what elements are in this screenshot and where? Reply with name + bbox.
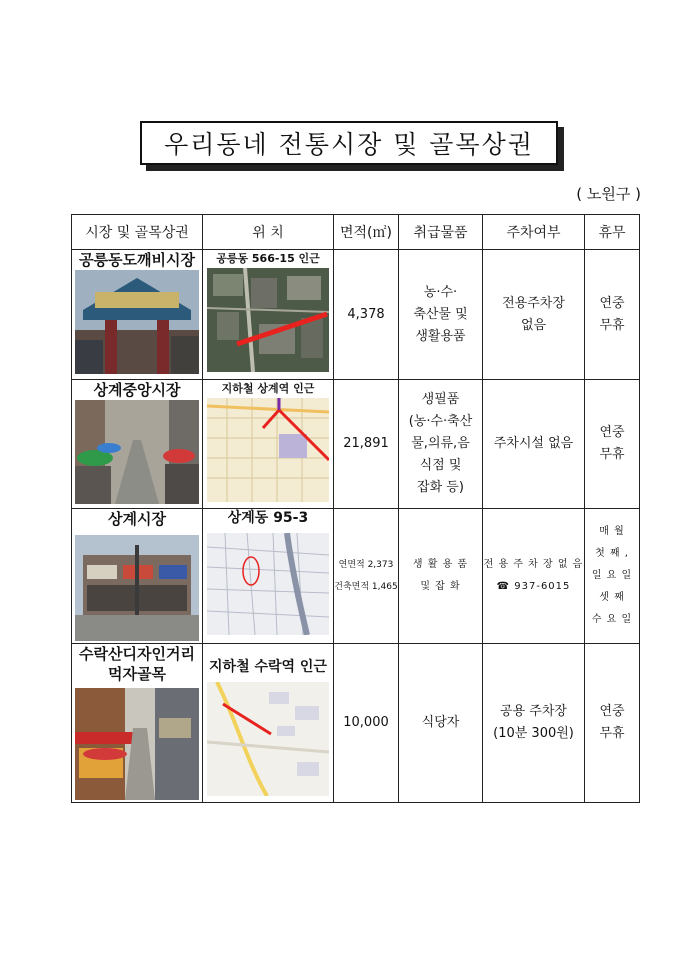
- holiday-line: 일 요 일: [591, 570, 633, 581]
- district-label: ( 노원구 ): [576, 185, 641, 203]
- location-cell: [203, 644, 334, 803]
- area-line: 연면적 2,373: [338, 560, 394, 570]
- goods-line: 물,의류,음: [411, 436, 470, 451]
- table-row: [72, 509, 640, 644]
- goods-line: 생필품: [421, 392, 460, 407]
- market-name: 수락산디자인거리 먹자골목: [79, 645, 195, 683]
- holiday-line: 무휴: [599, 447, 625, 462]
- street-map-image: [207, 398, 329, 502]
- page-title: 우리동네 전통시장 및 골목상권: [140, 121, 558, 165]
- name-cell: [72, 644, 203, 803]
- location-text: 공릉동 566-15 인근: [216, 252, 320, 265]
- location-cell: [203, 380, 334, 509]
- holiday-cell: [585, 250, 640, 380]
- holiday-line: 연중: [599, 425, 625, 440]
- location-text: 지하철 상계역 인근: [221, 382, 315, 395]
- header-parking: 주차여부: [483, 215, 585, 250]
- parking-cell: [483, 509, 585, 644]
- parking-line: 전용주차장: [502, 295, 565, 311]
- goods-line: 식점 및: [419, 458, 462, 473]
- holiday-cell: [585, 644, 640, 803]
- goods-cell: [399, 250, 483, 380]
- holiday-line: 첫 째 ,: [595, 548, 629, 559]
- table-row: [72, 644, 640, 803]
- location-cell: [203, 509, 334, 644]
- parking-line: 없음: [520, 317, 547, 333]
- area-cell: 10,000: [334, 644, 399, 803]
- holiday-line: 무휴: [599, 726, 625, 741]
- area-cell: 21,891: [334, 380, 399, 509]
- goods-line: 식당자: [421, 715, 460, 730]
- goods-line: (농·수·축산: [408, 414, 473, 429]
- goods-line: 농·수·: [423, 284, 458, 300]
- header-area: 면적(㎡): [334, 215, 399, 250]
- holiday-line: 무휴: [599, 317, 625, 333]
- aerial-map-image: [207, 268, 329, 372]
- location-cell: [203, 250, 334, 380]
- street-map-image: [207, 533, 329, 635]
- market-name: 상계중앙시장: [93, 381, 181, 399]
- holiday-line: 매 월: [599, 526, 625, 537]
- holiday-line: 연중: [599, 295, 625, 311]
- area-cell: 4,378: [334, 250, 399, 380]
- goods-line: 축산물 및: [413, 306, 468, 322]
- header-goods: 취급물품: [399, 215, 483, 250]
- goods-cell: [399, 380, 483, 509]
- market-photo: [75, 270, 199, 374]
- name-cell: [72, 250, 203, 380]
- street-map-image: [207, 682, 329, 796]
- market-photo: [75, 688, 199, 800]
- market-table: [71, 214, 640, 803]
- area-line: 건축면적 1,465: [334, 582, 398, 592]
- market-name: 상계시장: [108, 510, 166, 528]
- holiday-line: 수 요 일: [591, 614, 633, 625]
- holiday-cell: [585, 509, 640, 644]
- table-row: [72, 380, 640, 509]
- goods-cell: [399, 509, 483, 644]
- parking-line: 주차시설 없음: [493, 436, 574, 451]
- location-text: 지하철 수락역 인근: [209, 659, 327, 675]
- name-cell: [72, 380, 203, 509]
- parking-cell: [483, 250, 585, 380]
- table-row: [72, 250, 640, 380]
- location-text: 상계동 95-3: [227, 510, 309, 526]
- goods-cell: [399, 644, 483, 803]
- holiday-line: 셋 째: [599, 592, 625, 603]
- parking-line: 공용 주차장: [500, 704, 567, 719]
- holiday-cell: [585, 380, 640, 509]
- goods-line: 잡화 등): [417, 480, 464, 495]
- header-name: 시장 및 골목상권: [72, 215, 203, 250]
- market-photo: [75, 535, 199, 641]
- parking-cell: [483, 644, 585, 803]
- goods-line: 생 활 용 품: [412, 559, 469, 570]
- goods-line: 생활용품: [415, 328, 466, 344]
- parking-line: (10분 300원): [493, 726, 574, 741]
- holiday-line: 연중: [599, 704, 625, 719]
- parking-line: ☎ 937-6015: [496, 581, 571, 592]
- parking-line: 전 용 주 차 장 없 음: [483, 559, 584, 570]
- market-name: 공릉동도깨비시장: [79, 251, 195, 269]
- header-location: 위 치: [203, 215, 334, 250]
- goods-line: 및 잡 화: [420, 581, 461, 592]
- parking-cell: [483, 380, 585, 509]
- area-cell: [334, 509, 399, 644]
- name-cell: [72, 509, 203, 644]
- market-photo: [75, 400, 199, 504]
- table-header-row: [72, 215, 640, 250]
- header-holiday: 휴무: [585, 215, 640, 250]
